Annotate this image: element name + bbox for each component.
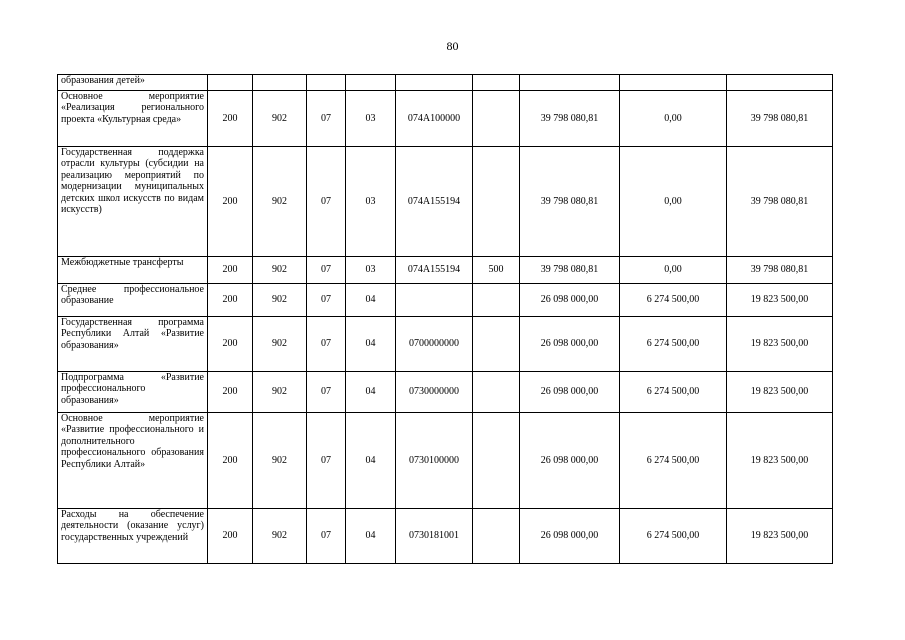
cell-amount-regional: 19 823 500,00 xyxy=(727,284,833,317)
cell-amount-total: 26 098 000,00 xyxy=(520,509,620,564)
cell-grbs: 200 xyxy=(208,413,253,509)
cell-expense-type xyxy=(473,413,520,509)
cell-expense-type xyxy=(473,509,520,564)
table-row xyxy=(58,413,833,509)
cell-grbs: 200 xyxy=(208,257,253,284)
cell-amount-regional: 19 823 500,00 xyxy=(727,317,833,372)
cell-ministry: 902 xyxy=(253,91,307,147)
row-description: Подпрограмма «Развитие профессионального образования» xyxy=(58,372,208,413)
cell-grbs: 200 xyxy=(208,284,253,317)
row-description: Межбюджетные трансферты xyxy=(58,257,208,284)
cell-grbs: 200 xyxy=(208,509,253,564)
table-row xyxy=(58,317,833,372)
cell-ministry: 902 xyxy=(253,257,307,284)
cell-amount-total: 39 798 080,81 xyxy=(520,91,620,147)
cell-expense-type xyxy=(473,91,520,147)
cell-amount-total: 39 798 080,81 xyxy=(520,147,620,257)
cell-target: 074A100000 xyxy=(396,91,473,147)
cell-target: 0730181001 xyxy=(396,509,473,564)
cell-subsection: 04 xyxy=(346,317,396,372)
cell-amount-total xyxy=(520,75,620,91)
cell-section: 07 xyxy=(307,317,346,372)
cell-amount-regional xyxy=(727,75,833,91)
cell-amount-total: 26 098 000,00 xyxy=(520,317,620,372)
cell-ministry: 902 xyxy=(253,147,307,257)
cell-section: 07 xyxy=(307,413,346,509)
row-description: Государственная поддержка отрасли культуры (субсидии на реализацию мероприятий по модернизации муниципальных детских школ искусств по видам искусств) xyxy=(58,147,208,257)
row-description: Среднее профессиональное образование xyxy=(58,284,208,317)
cell-amount-federal: 0,00 xyxy=(620,257,727,284)
cell-target: 074A155194 xyxy=(396,147,473,257)
cell-grbs: 200 xyxy=(208,317,253,372)
row-description: Основное мероприятие «Развитие профессионального и дополнительного профессионального образования Республики Алтай» xyxy=(58,413,208,509)
cell-section xyxy=(307,75,346,91)
cell-grbs: 200 xyxy=(208,91,253,147)
cell-section: 07 xyxy=(307,509,346,564)
row-description: Расходы на обеспечение деятельности (оказание услуг) государственных учреждений xyxy=(58,509,208,564)
cell-expense-type xyxy=(473,284,520,317)
cell-expense-type xyxy=(473,75,520,91)
cell-section: 07 xyxy=(307,257,346,284)
cell-subsection: 03 xyxy=(346,257,396,284)
cell-section: 07 xyxy=(307,91,346,147)
cell-ministry: 902 xyxy=(253,284,307,317)
cell-subsection: 03 xyxy=(346,91,396,147)
cell-subsection: 04 xyxy=(346,413,396,509)
table-row xyxy=(58,372,833,413)
cell-amount-federal xyxy=(620,75,727,91)
cell-amount-total: 26 098 000,00 xyxy=(520,372,620,413)
cell-ministry: 902 xyxy=(253,413,307,509)
cell-amount-total: 26 098 000,00 xyxy=(520,284,620,317)
cell-expense-type xyxy=(473,147,520,257)
cell-subsection: 04 xyxy=(346,284,396,317)
row-description: образования детей» xyxy=(58,75,208,91)
cell-target: 0700000000 xyxy=(396,317,473,372)
cell-expense-type: 500 xyxy=(473,257,520,284)
table-row xyxy=(58,75,833,91)
cell-subsection: 04 xyxy=(346,509,396,564)
table-row xyxy=(58,91,833,147)
cell-amount-federal: 6 274 500,00 xyxy=(620,372,727,413)
cell-grbs: 200 xyxy=(208,147,253,257)
cell-expense-type xyxy=(473,317,520,372)
cell-subsection: 03 xyxy=(346,147,396,257)
table-row xyxy=(58,257,833,284)
table-row xyxy=(58,147,833,257)
cell-amount-regional: 19 823 500,00 xyxy=(727,413,833,509)
cell-ministry: 902 xyxy=(253,372,307,413)
row-description: Государственная программа Республики Алтай «Развитие образования» xyxy=(58,317,208,372)
cell-target: 0730100000 xyxy=(396,413,473,509)
cell-expense-type xyxy=(473,372,520,413)
cell-amount-federal: 0,00 xyxy=(620,147,727,257)
budget-table xyxy=(57,74,833,564)
cell-amount-total: 39 798 080,81 xyxy=(520,257,620,284)
table-row xyxy=(58,509,833,564)
cell-ministry xyxy=(253,75,307,91)
cell-amount-federal: 6 274 500,00 xyxy=(620,509,727,564)
table-row xyxy=(58,284,833,317)
cell-target xyxy=(396,284,473,317)
cell-amount-regional: 39 798 080,81 xyxy=(727,147,833,257)
cell-grbs xyxy=(208,75,253,91)
cell-amount-regional: 39 798 080,81 xyxy=(727,91,833,147)
cell-section: 07 xyxy=(307,372,346,413)
cell-amount-regional: 19 823 500,00 xyxy=(727,509,833,564)
cell-amount-regional: 39 798 080,81 xyxy=(727,257,833,284)
cell-subsection: 04 xyxy=(346,372,396,413)
cell-target: 0730000000 xyxy=(396,372,473,413)
cell-subsection xyxy=(346,75,396,91)
cell-grbs: 200 xyxy=(208,372,253,413)
cell-target: 074A155194 xyxy=(396,257,473,284)
cell-amount-total: 26 098 000,00 xyxy=(520,413,620,509)
cell-amount-federal: 6 274 500,00 xyxy=(620,413,727,509)
cell-ministry: 902 xyxy=(253,509,307,564)
cell-amount-federal: 6 274 500,00 xyxy=(620,317,727,372)
row-description: Основное мероприятие «Реализация регионального проекта «Культурная среда» xyxy=(58,91,208,147)
page-number: 80 xyxy=(446,39,459,53)
cell-amount-regional: 19 823 500,00 xyxy=(727,372,833,413)
cell-amount-federal: 0,00 xyxy=(620,91,727,147)
cell-amount-federal: 6 274 500,00 xyxy=(620,284,727,317)
cell-ministry: 902 xyxy=(253,317,307,372)
cell-target xyxy=(396,75,473,91)
cell-section: 07 xyxy=(307,284,346,317)
cell-section: 07 xyxy=(307,147,346,257)
